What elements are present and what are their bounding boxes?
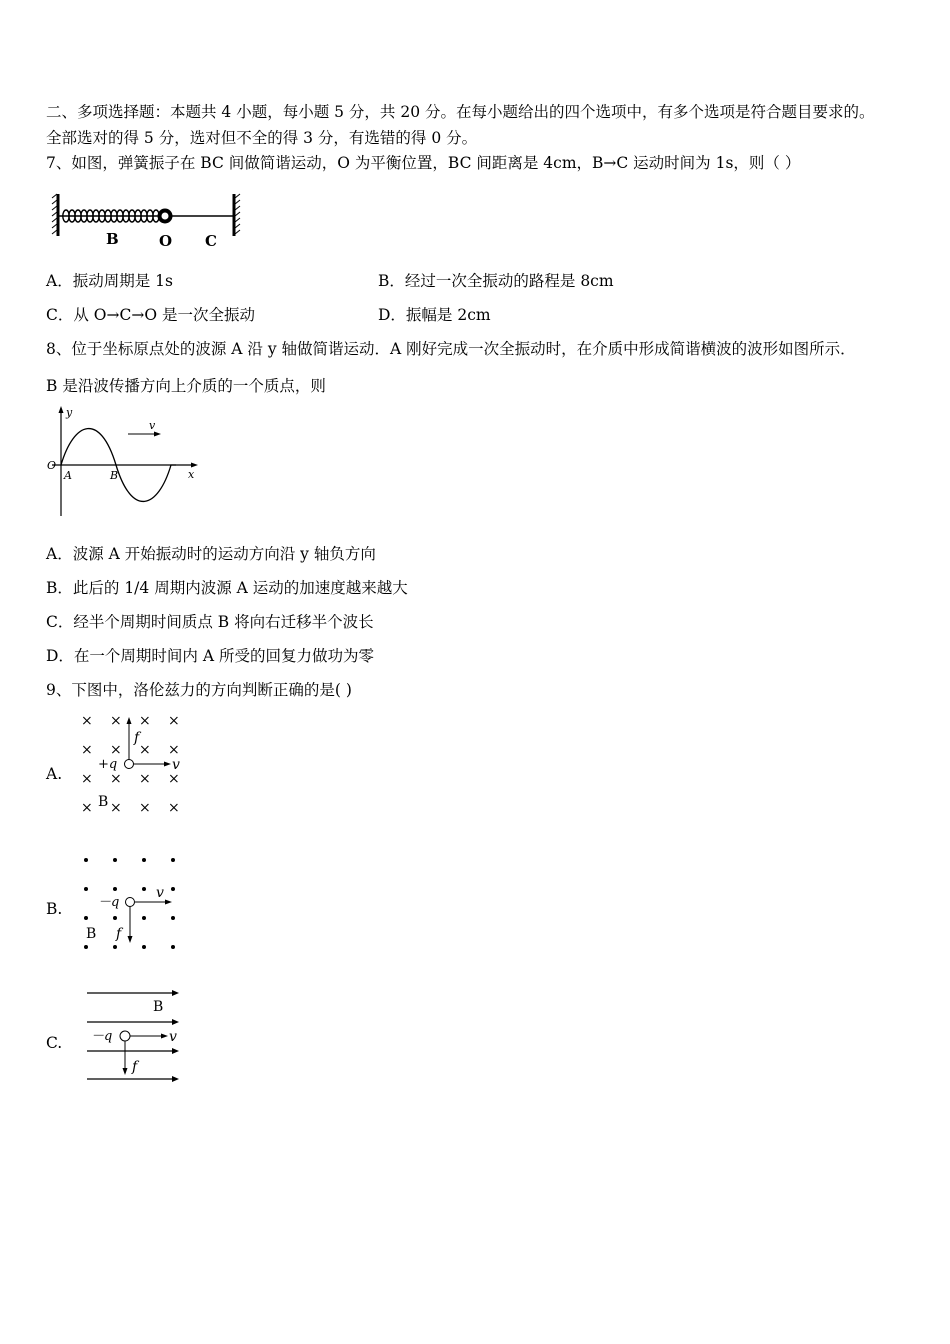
q9-figure-b [74,850,194,954]
label-charge: －q [91,1029,113,1044]
label-b: B [110,469,119,482]
label-o: O [47,459,57,472]
label-v: v [149,419,156,432]
label-charge: －q [98,895,120,910]
q8-stem-line2: B 是沿波传播方向上介质的一个质点，则 [46,377,326,395]
label-v: v [172,757,180,773]
charge-circle [125,760,134,769]
label-v: v [156,885,164,901]
svg-text:×: × [168,742,180,758]
velocity-arrowhead [164,762,171,767]
label-field: B [86,926,97,942]
q9-option-b[interactable]: B. [46,900,63,918]
svg-text:×: × [139,800,151,816]
q8-option-d[interactable]: D．在一个周期时间内 A 所受的回复力做功为零 [46,647,374,665]
svg-text:×: × [168,713,180,729]
q8-stem-line1: 8、位于坐标原点处的波源 A 沿 y 轴做简谐运动．A 刚好完成一次全振动时，在介质中形成简谐横波的波形如图所示． [46,340,856,358]
label-v: v [169,1029,177,1045]
velocity-arrowhead [161,1034,168,1039]
charge-circle [126,898,135,907]
charge-circle [120,1031,130,1041]
svg-text:×: × [110,771,122,787]
q9-option-c[interactable]: C. [46,1034,63,1052]
label-f: f [132,1059,138,1075]
svg-text:×: × [139,742,151,758]
label-field: B [98,794,109,810]
q7-stem: 7、如图，弹簧振子在 BC 间做简谐运动，O 为平衡位置，BC 间距离是 4cm，B→C 运动时间为 1s，则（ ） [46,154,801,172]
y-axis-arrowhead [59,406,64,413]
q8-option-c[interactable]: C．经半个周期时间质点 B 将向右迁移半个波长 [46,613,374,631]
label-y: y [66,406,73,419]
q8-option-b[interactable]: B．此后的 1/4 周期内波源 A 运动的加速度越来越大 [46,579,408,597]
label-c: C [205,232,217,250]
q8-option-a[interactable]: A．波源 A 开始振动时的运动方向沿 y 轴负方向 [46,545,376,563]
q7-spring-oscillator-figure [48,190,248,252]
section-heading-line1: 二、多项选择题：本题共 4 小题，每小题 5 分，共 20 分。在每小题给出的四个选项中，有多个选项是符合题目要求的。 [46,103,875,121]
velocity-arrowhead [165,900,172,905]
label-x: x [188,468,195,481]
q9-figure-a [74,708,194,820]
right-wall-hatch [235,194,240,234]
q9-option-a[interactable]: A. [46,765,63,783]
svg-text:×: × [139,771,151,787]
x-axis-arrowhead [191,463,198,468]
svg-text:×: × [81,742,93,758]
svg-text:×: × [110,713,122,729]
label-o: O [159,232,173,250]
svg-text:×: × [110,800,122,816]
label-charge: +q [98,757,118,772]
svg-text:×: × [110,742,122,758]
section-heading-line2: 全部选对的得 5 分，选对但不全的得 3 分，有选错的得 0 分。 [46,129,478,147]
label-a: A [64,469,72,482]
q9-stem: 9、下图中，洛伦兹力的方向判断正确的是( ) [46,681,352,699]
svg-text:×: × [81,771,93,787]
q8-wave-figure [44,404,204,520]
force-arrowhead [123,1068,128,1075]
svg-text:×: × [81,713,93,729]
left-wall-hatch [52,194,57,234]
velocity-arrowhead [154,432,161,437]
svg-text:×: × [168,800,180,816]
svg-text:×: × [139,713,151,729]
label-b: B [106,230,119,248]
q7-option-b[interactable]: B．经过一次全振动的路程是 8cm [378,272,614,290]
svg-text:×: × [168,771,180,787]
svg-text:×: × [81,800,93,816]
label-f: f [134,730,140,746]
q7-option-a[interactable]: A．振动周期是 1s [46,272,173,290]
q7-option-d[interactable]: D．振幅是 2cm [378,306,491,324]
oscillator-ball-center [162,213,169,220]
q7-option-c[interactable]: C．从 O→C→O 是一次全振动 [46,306,255,324]
label-field: B [153,999,164,1015]
q9-figure-c [82,983,192,1089]
force-arrowhead [128,936,133,943]
force-arrowhead [127,717,132,724]
label-f: f [116,926,122,942]
